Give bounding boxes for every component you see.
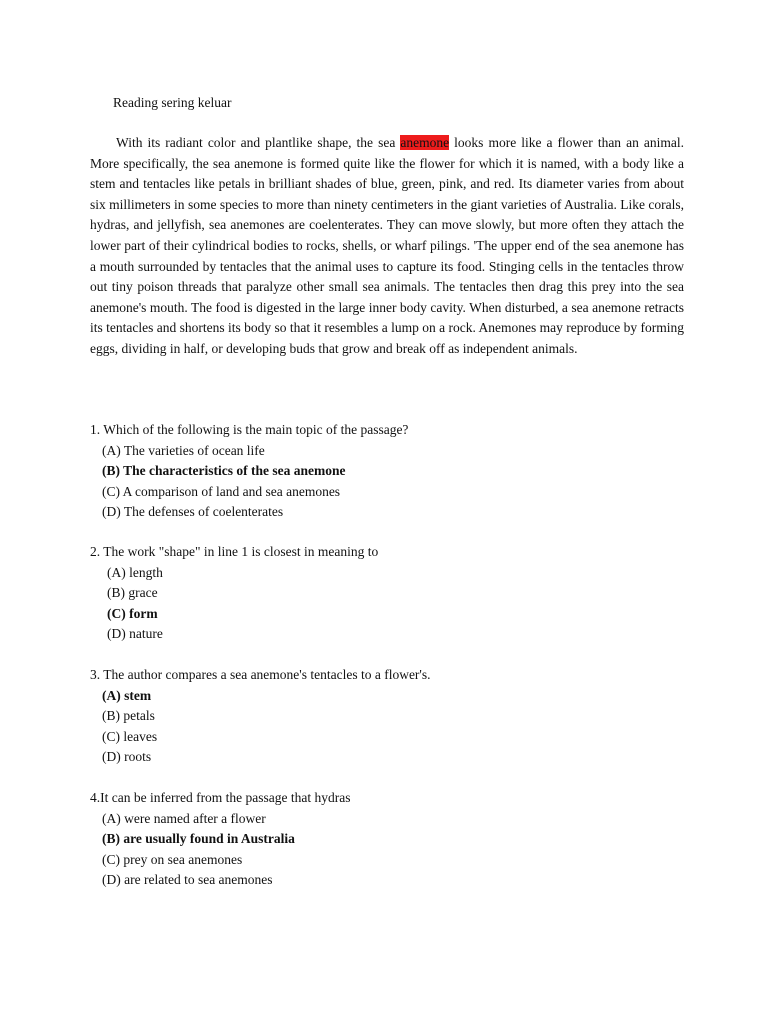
option-a-answer: (A) stem <box>102 687 152 703</box>
option-d: (D) nature <box>107 626 163 642</box>
question-text: 1. Which of the following is the main topic of the passage? <box>90 422 409 437</box>
passage-text-start: With its radiant color and plantlike shape, the sea <box>116 135 401 150</box>
option-d: (D) are related to sea anemones <box>102 872 273 888</box>
question-3 <box>90 665 431 768</box>
option-b-answer: (B) The characteristics of the sea anemone <box>102 463 346 479</box>
question-text: 3. The author compares a sea anemone's tentacles to a flower's. <box>90 667 431 682</box>
question-4 <box>90 788 351 891</box>
option-b: (B) petals <box>102 708 155 724</box>
reading-passage <box>90 133 684 360</box>
document-title: Reading sering keluar <box>113 95 232 110</box>
option-c: (C) prey on sea anemones <box>102 851 243 867</box>
option-a: (A) length <box>107 564 163 580</box>
question-text: 2. The work "shape" in line 1 is closest in meaning to <box>90 544 379 559</box>
option-b-answer: (B) are usually found in Australia <box>102 831 295 847</box>
option-c-answer: (C) form <box>107 605 158 621</box>
passage-text-rest: looks more like a flower than an animal. More specifically, the sea anemone is formed quite like the flower for which it is named, with a body like a stem and tentacles like petals in brilliant shades of blue, green, pink, and red. Its diameter varies from about six millimeters in some species to more than ninety centimeters in the giant varieties of Australia. Like corals, hydras, and jellyfish, sea anemones are coelenterates. They can move slowly, but more often they attach the lower part of their cylindrical bodies to rocks, shells, or wharf pilings. 'The upper end of the sea anemone has a mouth surrounded by tentacles that the animal uses to capture its food. Stinging cells in the tentacles throw out tiny poison threads that paralyze other small sea animals. The tentacles then drag this prey into the sea anemone's mouth. The food is digested in the large inner body cavity. When disturbed, a sea anemone retracts its tentacles and shortens its body so that it resembles a lump on a rock. Anemones may reproduce by forming eggs, dividing in half, or developing buds that grow and break off as independent animals. <box>90 135 684 356</box>
option-a: (A) were named after a flower <box>102 810 266 826</box>
option-b: (B) grace <box>107 585 158 601</box>
highlighted-word: anemone <box>400 135 450 150</box>
option-d: (D) roots <box>102 749 152 765</box>
question-text: 4.It can be inferred from the passage that hydras <box>90 790 351 805</box>
option-d: (D) The defenses of coelenterates <box>102 504 284 520</box>
option-c: (C) leaves <box>102 728 158 744</box>
question-1 <box>90 420 408 523</box>
option-a: (A) The varieties of ocean life <box>102 442 265 458</box>
question-2 <box>90 542 378 645</box>
option-c: (C) A comparison of land and sea anemones <box>102 483 341 499</box>
